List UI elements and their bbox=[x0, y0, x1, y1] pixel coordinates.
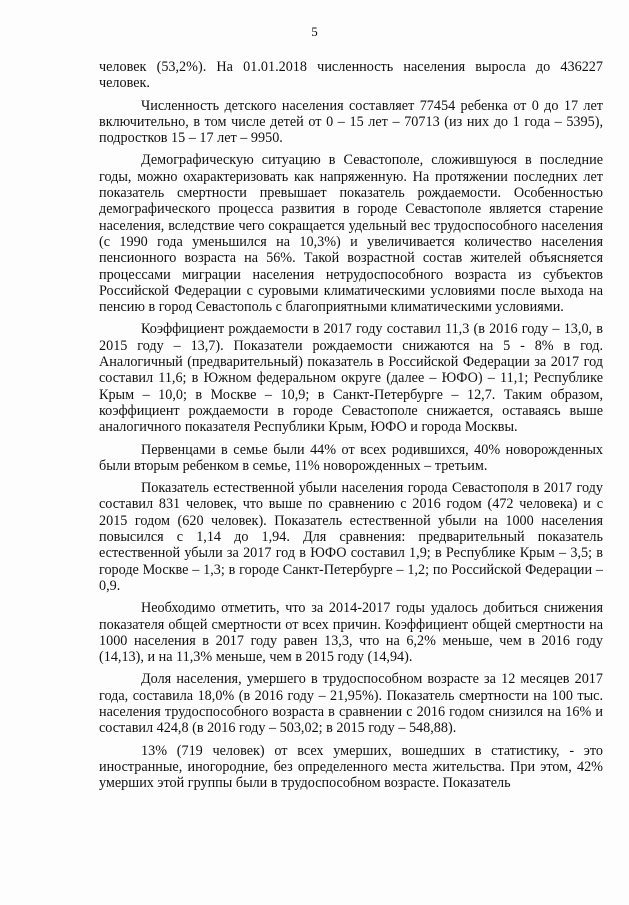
paragraph-6: Показатель естественной убыли населения города Севастополя в 2017 году составил 831 человек, что выше по сравнению с 2016 годом (472 человека) и с 2015 годом (620 человек). Показатель естественной убыли на 1000 населения повысился с 1,14 до 1,94. Для сравнения: предварительный показатель естественной убыли за 2017 год в ЮФО составил 1,9; в Республике Крым – 3,5; в городе Москве – 1,3; в городе Санкт-Петербурге – 1,2; по Российской Федерации – 0,9. bbox=[99, 480, 603, 594]
paragraph-5: Первенцами в семье были 44% от всех родившихся, 40% новорожденных были вторым ребенком в семье, 11% новорожденных – третьим. bbox=[99, 441, 603, 474]
paragraph-4: Коэффициент рождаемости в 2017 году составил 11,3 (в 2016 году – 13,0, в 2015 году – 13,7). Показатели рождаемости снижаются на 5 - 8% в год. Аналогичный (предварительный) показатель в Российской Федерации за 2017 год составил 11,6; в Южном федеральном округе (далее – ЮФО) – 11,1; Республике Крым – 10,0; в Москве – 10,9; в Санкт-Петербурге – 12,7. Таким образом, коэффициент рождаемости в городе Севастополе снижается, оставаясь выше аналогичного показателя Республики Крым, ЮФО и города Москвы. bbox=[99, 321, 603, 436]
page-number: 5 bbox=[311, 24, 318, 39]
paragraph-9: 13% (719 человек) от всех умерших, вошедших в статистику, - это иностранные, иногородние, без определенного места жительства. При этом, 42% умерших этой группы были в трудоспособном возрасте. Показатель bbox=[99, 742, 603, 792]
paragraph-7: Необходимо отметить, что за 2014-2017 годы удалось добиться снижения показателя общей смертности от всех причин. Коэффициент общей смертности на 1000 населения в 2017 году равен 13,3, что на 6,2% меньше, чем в 2016 году (14,13), и на 11,3% меньше, чем в 2015 году (14,94). bbox=[99, 600, 603, 666]
document-body bbox=[99, 59, 603, 797]
paragraph-8: Доля населения, умершего в трудоспособном возрасте за 12 месяцев 2017 года, составила 18,0% (в 2016 году – 21,95%). Показатель смертности на 100 тыс. населения трудоспособного возраста в сравнении с 2016 годом снизился на 16% и составил 424,8 (в 2016 году – 503,02; в 2015 году – 548,88). bbox=[99, 671, 603, 737]
paragraph-3: Демографическую ситуацию в Севастополе, сложившуюся в последние годы, можно охарактеризовать как напряженную. На протяжении последних лет показатель смертности превышает показатель рождаемости. Особенностью демографического процесса развития в городе Севастополе является старение населения, вследствие чего сокращается удельный вес трудоспособного населения (с 1990 года уменьшился на 10,3%) и увеличивается количество населения пенсионного возраста на 56%. Такой возрастной состав жителей объясняется процессами миграции населения нетрудоспособного возраста из субъектов Российской Федерации с суровыми климатическими условиями после выхода на пенсию в город Севастополь с благоприятными климатическими условиями. bbox=[99, 152, 603, 316]
paragraph-1: человек (53,2%). На 01.01.2018 численность населения выросла до 436227 человек. bbox=[99, 59, 603, 92]
paragraph-2: Численность детского населения составляет 77454 ребенка от 0 до 17 лет включительно, в том числе детей от 0 – 15 лет – 70713 (из них до 1 года – 5395), подростков 15 – 17 лет – 9950. bbox=[99, 97, 603, 147]
